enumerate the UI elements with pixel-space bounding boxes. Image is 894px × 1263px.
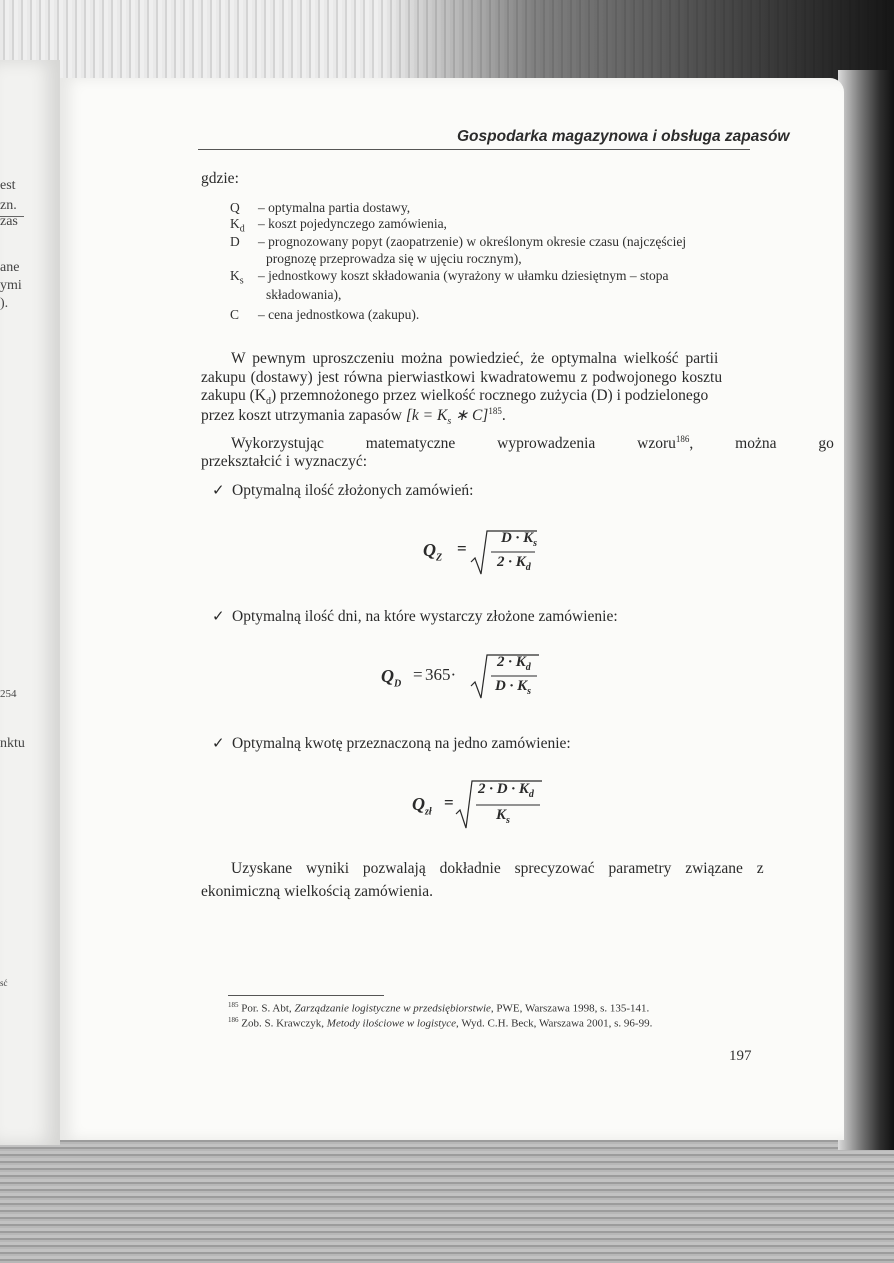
formula-equals: = <box>444 793 454 812</box>
definition-symbol: $K_d$ <box>230 216 245 235</box>
footnote: $^{186}$ Zob. S. Krawczyk, Metody ilościowe w logistyce, Wyd. C.H. Beck, Warszawa 2001, s. 96-99. <box>228 1016 653 1030</box>
definition-text: – jednostkowy koszt składowania (wyrażony w ułamku dziesiętnym – stopa <box>258 268 669 283</box>
paragraph-line: zakupu (dostawy) jest równa pierwiastkowi kwadratowemu z podwojonego kosztu <box>201 368 723 386</box>
paragraph-line: W pewnym uproszczeniu można powiedzieć, że optymalna wielkość partii <box>231 350 719 367</box>
definition-symbol: C <box>230 307 240 322</box>
footnote-ref: 185 <box>488 405 502 416</box>
left-facing-page <box>0 60 60 1145</box>
left-page-fragment: zn. <box>0 198 17 213</box>
formula-lhs: $Q_D$ <box>381 666 402 690</box>
checkmark-icon: ✓ <box>212 481 225 499</box>
checkmark-icon: ✓ <box>212 734 225 752</box>
paragraph <box>201 860 764 901</box>
definition-symbol: Q <box>230 200 240 215</box>
left-page-fragment: ymi <box>0 278 22 293</box>
paragraph-line: przekształcić i wyznaczyć: <box>201 452 368 470</box>
left-page-fragment: sć <box>0 978 8 988</box>
left-page-fragment: nktu <box>0 736 25 751</box>
paragraph-line: Uzyskane wyniki pozwalają dokładnie sprecyzować parametry związane z <box>231 860 764 877</box>
scanner-shadow-top <box>380 0 894 90</box>
definition-text: – koszt pojedynczego zamówienia, <box>258 216 447 231</box>
paragraph-line: przez koszt utrzymania zapasów [$k = K_s$ ∗ C]$^{185}$. <box>201 405 506 427</box>
scanner-shadow-right <box>838 70 894 1150</box>
checklist-item: ✓ Optymalną kwotę przeznaczoną na jedno zamówienie: <box>212 734 571 752</box>
paragraph-line: ekonimiczną wielkością zamówienia. <box>201 882 433 900</box>
formula-denominator: $2 \cdot K_d$ <box>497 554 531 573</box>
paragraph <box>201 350 749 427</box>
left-page-fragment: ane <box>0 260 20 275</box>
intro-text: gdzie: <box>201 170 239 187</box>
formula-qz <box>423 528 583 578</box>
formula-denominator: $D \cdot K_s$ <box>495 678 531 697</box>
left-page-fragment: 254 <box>0 688 17 700</box>
definition-text: – optymalna partia dostawy, <box>258 200 411 215</box>
definition-symbol: D <box>230 234 240 249</box>
formula-lhs: $Q_Z$ <box>423 540 443 564</box>
footnote: $^{185}$ Por. S. Abt, Zarządzanie logistyczne w przedsiębiorstwie, PWE, Warszawa 1998, s. 135-141. <box>228 1001 650 1015</box>
inline-formula: [$k = K_s$ ∗ C] <box>405 406 489 427</box>
checklist-item: ✓ Optymalną ilość dni, na które wystarczy złożone zamówienie: <box>212 607 618 625</box>
page-number: 197 <box>729 1048 752 1064</box>
formula-numerator: $2 \cdot K_d$ <box>497 654 531 673</box>
formula-lhs: $Q_{zł}$ <box>412 794 432 818</box>
header-rule <box>198 149 750 150</box>
formula-numerator: $2 \cdot D \cdot K_d$ <box>478 781 534 800</box>
left-page-fragment: ). <box>0 296 9 311</box>
footnote-ref: 186 <box>675 434 690 444</box>
footnote-rule <box>228 995 384 996</box>
paragraph-line: zakupu $(K_d)$ przemnożonego przez wielkość rocznego zużycia (D) i podzielonego <box>201 387 709 408</box>
formula-qd <box>381 652 561 702</box>
running-header: Gospodarka magazynowa i obsługa zapasów <box>457 128 790 145</box>
formula-equals: = <box>457 539 467 558</box>
definition-text: – prognozowany popyt (zaopatrzenie) w określonym okresie czasu (najczęściej <box>258 234 687 249</box>
left-page-fragment: zas <box>0 214 18 229</box>
formula-equals: = <box>413 665 423 684</box>
checkmark-icon: ✓ <box>212 607 225 625</box>
scanner-background-bottom <box>0 1130 894 1263</box>
definition-text: prognozę przeprowadza się w ujęciu rocznym), <box>266 251 522 266</box>
formula-numerator: $D \cdot K_s$ <box>501 530 537 549</box>
formula-denominator: $K_s$ <box>496 807 510 826</box>
definition-symbol: $K_s$ <box>230 268 244 287</box>
paragraph-line: Wykorzystując matematyczne wyprowadzenia wzoru$^{186}$, można go <box>231 434 834 453</box>
checklist-item: ✓ Optymalną ilość złożonych zamówień: <box>212 481 474 499</box>
left-page-fragment: est <box>0 178 16 193</box>
definition-text: składowania), <box>266 287 342 302</box>
paragraph <box>201 434 834 471</box>
definition-text: – cena jednostkowa (zakupu). <box>258 307 420 322</box>
formula-qzl <box>412 778 592 830</box>
formula-coefficient: 365· <box>425 665 457 684</box>
